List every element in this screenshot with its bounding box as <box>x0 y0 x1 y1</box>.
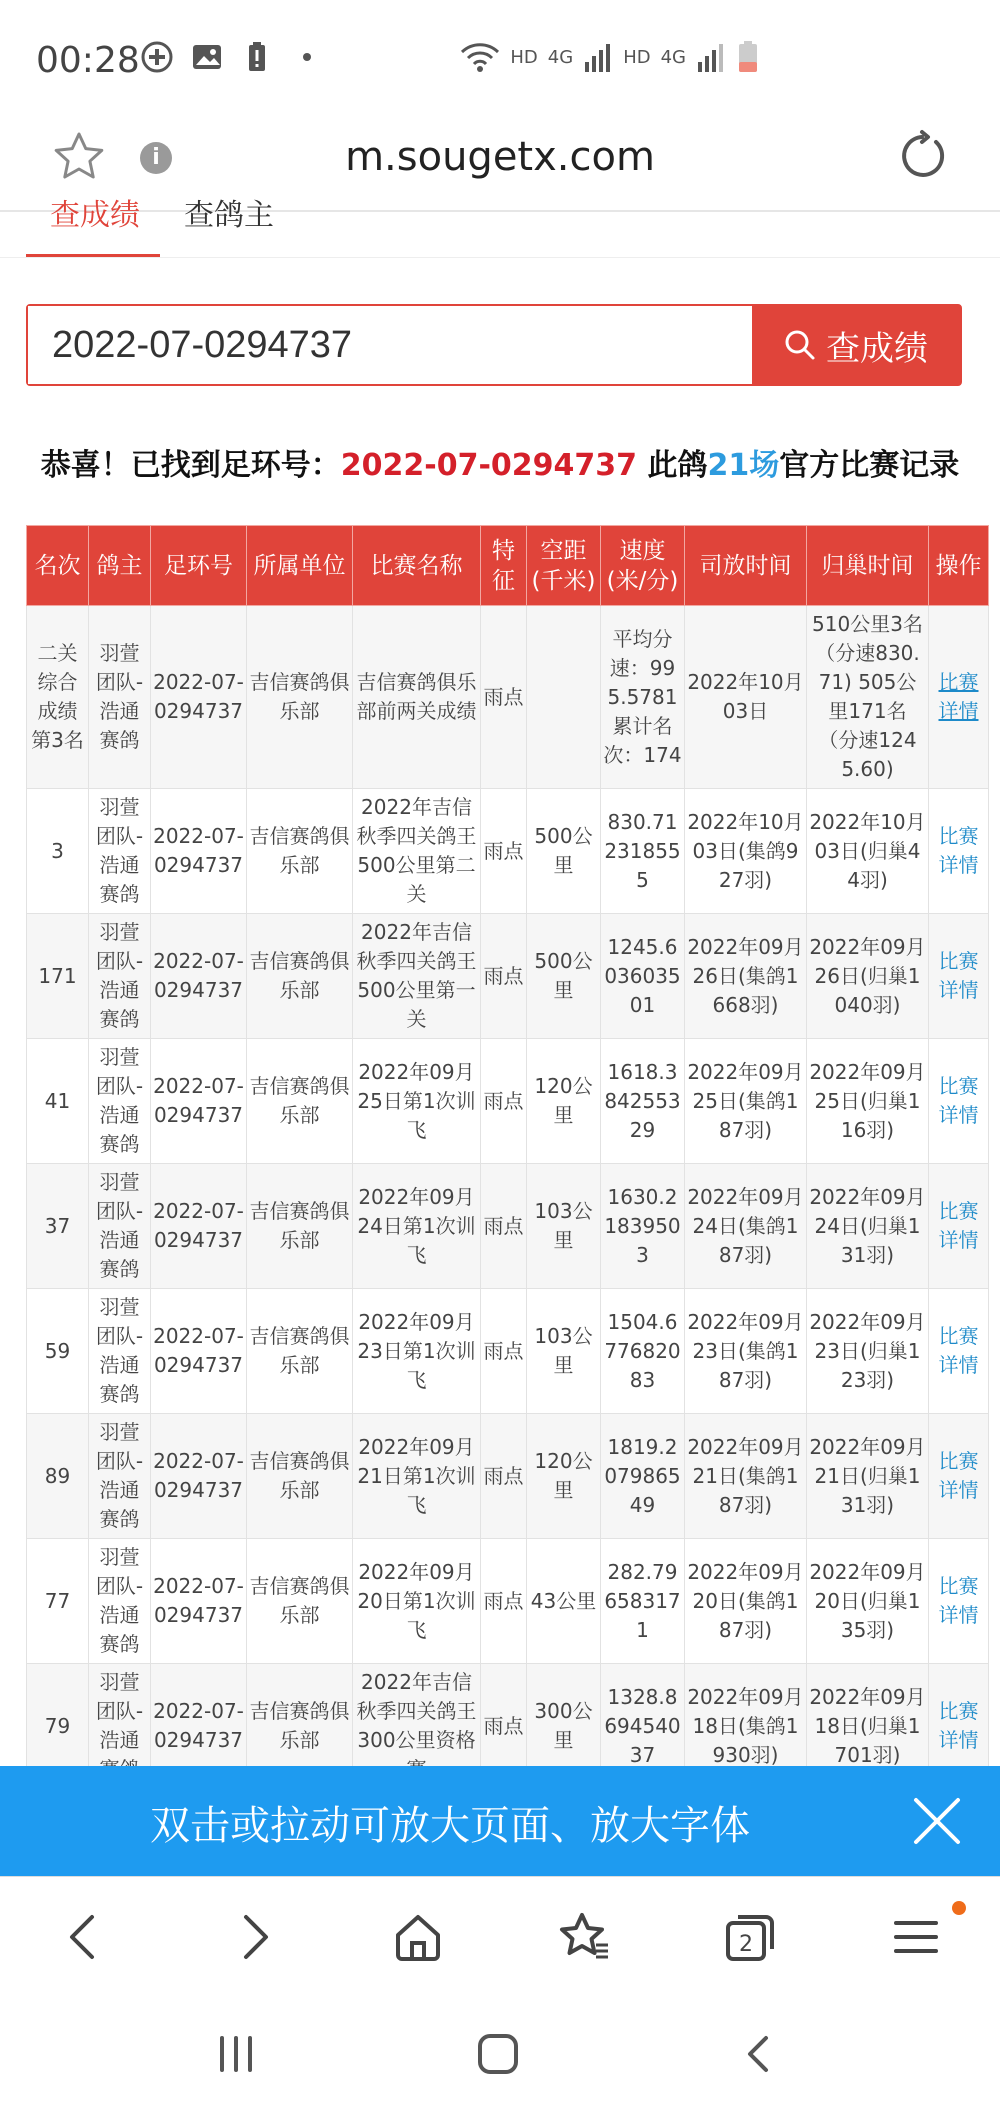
cell-release-time: 2022年09月24日(集鸽187羽) <box>685 1164 807 1289</box>
dot-icon <box>290 40 324 74</box>
result-race-count: 21场 <box>707 448 780 483</box>
race-detail-link[interactable]: 比赛详情 <box>929 1539 989 1664</box>
cell-speed: 1245.603603501 <box>601 914 685 1039</box>
forward-icon[interactable] <box>224 1909 280 1965</box>
cell-race: 2022年09月21日第1次训飞 <box>353 1414 481 1539</box>
cell-feature: 雨点 <box>481 1664 527 1789</box>
result-suffix: 官方比赛记录 <box>779 448 960 483</box>
results-table-container[interactable] <box>26 525 988 1765</box>
cell-owner: 羽萱团队-浩通赛鸽 <box>89 789 151 914</box>
table-header-row <box>27 526 989 606</box>
active-tab-underline <box>26 254 160 257</box>
cell-ring: 2022-07-0294737 <box>151 1414 247 1539</box>
signal-icon <box>583 40 613 74</box>
browser-bottom-nav <box>0 1876 1000 1996</box>
recent-apps-icon[interactable] <box>214 2032 258 2076</box>
cell-ring: 2022-07-0294737 <box>151 789 247 914</box>
zoom-tip-text: 双击或拉动可放大页面、放大字体 <box>150 1803 750 1849</box>
race-detail-link[interactable]: 比赛详情 <box>929 789 989 914</box>
cell-unit: 吉信赛鸽俱乐部 <box>247 914 353 1039</box>
header-unit: 所属单位 <box>247 526 353 606</box>
cell-distance <box>527 606 601 789</box>
cell-race: 2022年09月23日第1次训飞 <box>353 1289 481 1414</box>
cell-unit: 吉信赛鸽俱乐部 <box>247 1164 353 1289</box>
browser-address-bar <box>0 112 1000 212</box>
cell-rank: 二关综合成绩第3名 <box>27 606 89 789</box>
table-row <box>27 1539 989 1664</box>
race-detail-link[interactable] <box>929 606 989 789</box>
header-release-time: 司放时间 <box>685 526 807 606</box>
race-detail-link[interactable]: 比赛详情 <box>929 1664 989 1789</box>
menu-notification-dot <box>952 1901 966 1915</box>
search-box <box>26 304 962 386</box>
cell-owner: 羽萱团队-浩通赛鸽 <box>89 1039 151 1164</box>
cell-unit: 吉信赛鸽俱乐部 <box>247 1664 353 1789</box>
header-speed: 速度(米/分) <box>601 526 685 606</box>
cell-homing-time: 2022年09月21日(归巢131羽) <box>807 1414 929 1539</box>
cell-owner: 羽萱团队-浩通赛鸽 <box>89 1289 151 1414</box>
cell-distance: 500公里 <box>527 789 601 914</box>
cell-owner: 羽萱团队-浩通赛鸽 <box>89 914 151 1039</box>
cell-release-time: 2022年09月20日(集鸽187羽) <box>685 1539 807 1664</box>
cell-race: 2022年吉信秋季四关鸽王300公里资格 <box>353 1664 481 1789</box>
bookmarks-icon[interactable] <box>556 1909 612 1965</box>
cell-unit: 吉信赛鸽俱乐部 <box>247 1539 353 1664</box>
cell-speed: 平均分速：995.5781 累计名次：174 <box>601 606 685 789</box>
table-row <box>27 1164 989 1289</box>
table-row <box>27 1039 989 1164</box>
status-time: 00:28 <box>36 40 140 81</box>
search-type-tabs <box>0 198 1000 258</box>
cell-owner: 羽萱团队-浩通赛鸽 <box>89 1539 151 1664</box>
close-icon[interactable] <box>912 1796 962 1846</box>
header-action: 操作 <box>929 526 989 606</box>
home-icon[interactable] <box>390 1909 446 1965</box>
cell-distance: 103公里 <box>527 1164 601 1289</box>
cell-unit: 吉信赛鸽俱乐部 <box>247 1039 353 1164</box>
cell-ring: 2022-07-0294737 <box>151 1289 247 1414</box>
signal-icon-2 <box>696 40 726 74</box>
menu-icon[interactable] <box>888 1909 944 1965</box>
cell-feature: 雨点 <box>481 1539 527 1664</box>
search-icon <box>784 329 816 361</box>
cell-speed: 282.796583171 <box>601 1539 685 1664</box>
cell-race: 2022年吉信秋季四关鸽王500公里第一关 <box>353 914 481 1039</box>
cell-ring: 2022-07-0294737 <box>151 1039 247 1164</box>
system-nav-bar <box>0 1996 1000 2111</box>
cell-owner: 羽萱团队-浩通赛鸽 <box>89 1164 151 1289</box>
cell-speed: 830.712318555 <box>601 789 685 914</box>
cell-feature: 雨点 <box>481 789 527 914</box>
cell-distance: 103公里 <box>527 1289 601 1414</box>
cell-rank: 171 <box>27 914 89 1039</box>
4g-label-2: 4G <box>660 46 686 68</box>
status-bar <box>0 0 1000 120</box>
cell-rank: 37 <box>27 1164 89 1289</box>
zoom-tip-banner[interactable] <box>0 1766 1000 1876</box>
reload-icon[interactable] <box>896 130 948 182</box>
cell-ring: 2022-07-0294737 <box>151 914 247 1039</box>
cell-race: 2022年09月24日第1次训飞 <box>353 1164 481 1289</box>
tabs-icon[interactable] <box>722 1909 778 1965</box>
cell-unit: 吉信赛鸽俱乐部 <box>247 789 353 914</box>
cell-owner: 羽萱团队-浩通赛鸽 <box>89 1414 151 1539</box>
result-middle: 此鸽 <box>637 448 708 483</box>
cell-speed: 1328.869454037 <box>601 1664 685 1789</box>
cell-ring: 2022-07-0294737 <box>151 606 247 789</box>
cell-homing-time: 510公里3名（分速830.71) 505公里171名（分速1245.60) <box>807 606 929 789</box>
cell-unit: 吉信赛鸽俱乐部 <box>247 606 353 789</box>
cell-release-time: 2022年09月18日(集鸽1930羽) <box>685 1664 807 1789</box>
cell-speed: 1819.207986549 <box>601 1414 685 1539</box>
tab-count: 2 <box>739 1932 753 1957</box>
cell-unit: 吉信赛鸽俱乐部 <box>247 1414 353 1539</box>
cell-speed: 1618.384255329 <box>601 1039 685 1164</box>
cell-feature: 雨点 <box>481 1039 527 1164</box>
cell-ring: 2022-07-0294737 <box>151 1164 247 1289</box>
table-row <box>27 1289 989 1414</box>
search-button-label: 查成绩 <box>826 328 928 369</box>
header-distance: 空距(千米) <box>527 526 601 606</box>
battery-alert-icon <box>240 40 274 74</box>
race-detail-link[interactable]: 比赛详情 <box>929 1414 989 1539</box>
cell-feature: 雨点 <box>481 1289 527 1414</box>
add-circle-icon <box>140 40 174 74</box>
hd-label-2: HD <box>623 46 651 68</box>
wifi-icon <box>460 40 500 74</box>
status-system-icons <box>460 40 760 74</box>
url-text[interactable]: m.sougetx.com <box>345 134 655 180</box>
search-button[interactable] <box>752 306 960 384</box>
ring-number-input[interactable] <box>28 306 758 384</box>
cell-race: 2022年09月20日第1次训飞 <box>353 1539 481 1664</box>
cell-release-time: 2022年10月03日(集鸽927羽) <box>685 789 807 914</box>
4g-label-1: 4G <box>547 46 574 68</box>
back-icon[interactable] <box>58 1909 114 1965</box>
header-ring: 足环号 <box>151 526 247 606</box>
cell-rank: 79 <box>27 1664 89 1789</box>
tab-query-results[interactable]: 查成绩 <box>50 198 140 233</box>
system-home-icon[interactable] <box>476 2032 520 2076</box>
cell-homing-time: 2022年09月26日(归巢1040羽) <box>807 914 929 1039</box>
cell-homing-time: 2022年09月20日(归巢135羽) <box>807 1539 929 1664</box>
header-owner: 鸽主 <box>89 526 151 606</box>
cell-speed: 1630.21839503 <box>601 1164 685 1289</box>
table-row <box>27 1414 989 1539</box>
cell-release-time: 2022年10月03日 <box>685 606 807 789</box>
image-icon <box>190 40 224 74</box>
table-row <box>27 789 989 914</box>
hd-label-1: HD <box>510 46 538 68</box>
cell-homing-time: 2022年10月03日(归巢44羽) <box>807 789 929 914</box>
cell-distance: 500公里 <box>527 914 601 1039</box>
cell-owner: 羽萱团队-浩通赛鸽 <box>89 606 151 789</box>
header-race: 比赛名称 <box>353 526 481 606</box>
cell-race: 2022年吉信秋季四关鸽王500公里第二关 <box>353 789 481 914</box>
table-row <box>27 606 989 789</box>
race-detail-link[interactable]: 比赛详情 <box>929 1164 989 1289</box>
header-feature: 特征 <box>481 526 527 606</box>
cell-feature: 雨点 <box>481 1414 527 1539</box>
result-summary <box>0 440 1000 484</box>
table-row <box>27 914 989 1039</box>
cell-homing-time: 2022年09月18日(归巢1701羽) <box>807 1664 929 1789</box>
tab-query-owner[interactable]: 查鸽主 <box>184 198 274 233</box>
cell-distance: 300公里 <box>527 1664 601 1789</box>
cell-homing-time: 2022年09月23日(归巢123羽) <box>807 1289 929 1414</box>
cell-rank: 89 <box>27 1414 89 1539</box>
status-notification-icons <box>140 40 324 74</box>
cell-feature: 雨点 <box>481 1164 527 1289</box>
battery-icon <box>736 40 760 74</box>
race-detail-link[interactable]: 比赛详情 <box>929 914 989 1039</box>
cell-feature: 雨点 <box>481 914 527 1039</box>
cell-rank: 41 <box>27 1039 89 1164</box>
info-icon[interactable]: i <box>140 142 172 174</box>
cell-ring: 2022-07-0294737 <box>151 1539 247 1664</box>
cell-rank: 59 <box>27 1289 89 1414</box>
header-homing-time: 归巢时间 <box>807 526 929 606</box>
cell-distance: 120公里 <box>527 1039 601 1164</box>
cell-rank: 77 <box>27 1539 89 1664</box>
results-table <box>26 525 989 1789</box>
cell-race: 2022年09月25日第1次训飞 <box>353 1039 481 1164</box>
cell-speed: 1504.677682083 <box>601 1289 685 1414</box>
race-detail-link[interactable]: 比赛详情 <box>929 1039 989 1164</box>
cell-unit: 吉信赛鸽俱乐部 <box>247 1289 353 1414</box>
result-ring-number: 2022-07-0294737 <box>340 448 638 483</box>
cell-release-time: 2022年09月26日(集鸽1668羽) <box>685 914 807 1039</box>
race-detail-label: 比赛详情 <box>938 670 979 723</box>
system-back-icon[interactable] <box>738 2032 782 2076</box>
cell-feature: 雨点 <box>481 606 527 789</box>
cell-owner: 羽萱团队-浩通 <box>89 1664 151 1789</box>
cell-release-time: 2022年09月21日(集鸽187羽) <box>685 1414 807 1539</box>
cell-distance: 120公里 <box>527 1414 601 1539</box>
cell-release-time: 2022年09月23日(集鸽187羽) <box>685 1289 807 1414</box>
cell-distance: 43公里 <box>527 1539 601 1664</box>
cell-rank: 3 <box>27 789 89 914</box>
cell-homing-time: 2022年09月24日(归巢131羽) <box>807 1164 929 1289</box>
cell-release-time: 2022年09月25日(集鸽187羽) <box>685 1039 807 1164</box>
cell-ring: 2022-07-0294737 <box>151 1664 247 1789</box>
header-rank: 名次 <box>27 526 89 606</box>
race-detail-link[interactable]: 比赛详情 <box>929 1289 989 1414</box>
cell-homing-time: 2022年09月25日(归巢116羽) <box>807 1039 929 1164</box>
cell-race: 吉信赛鸽俱乐部前两关成绩 <box>353 606 481 789</box>
result-prefix: 恭喜！已找到足环号： <box>40 448 341 483</box>
